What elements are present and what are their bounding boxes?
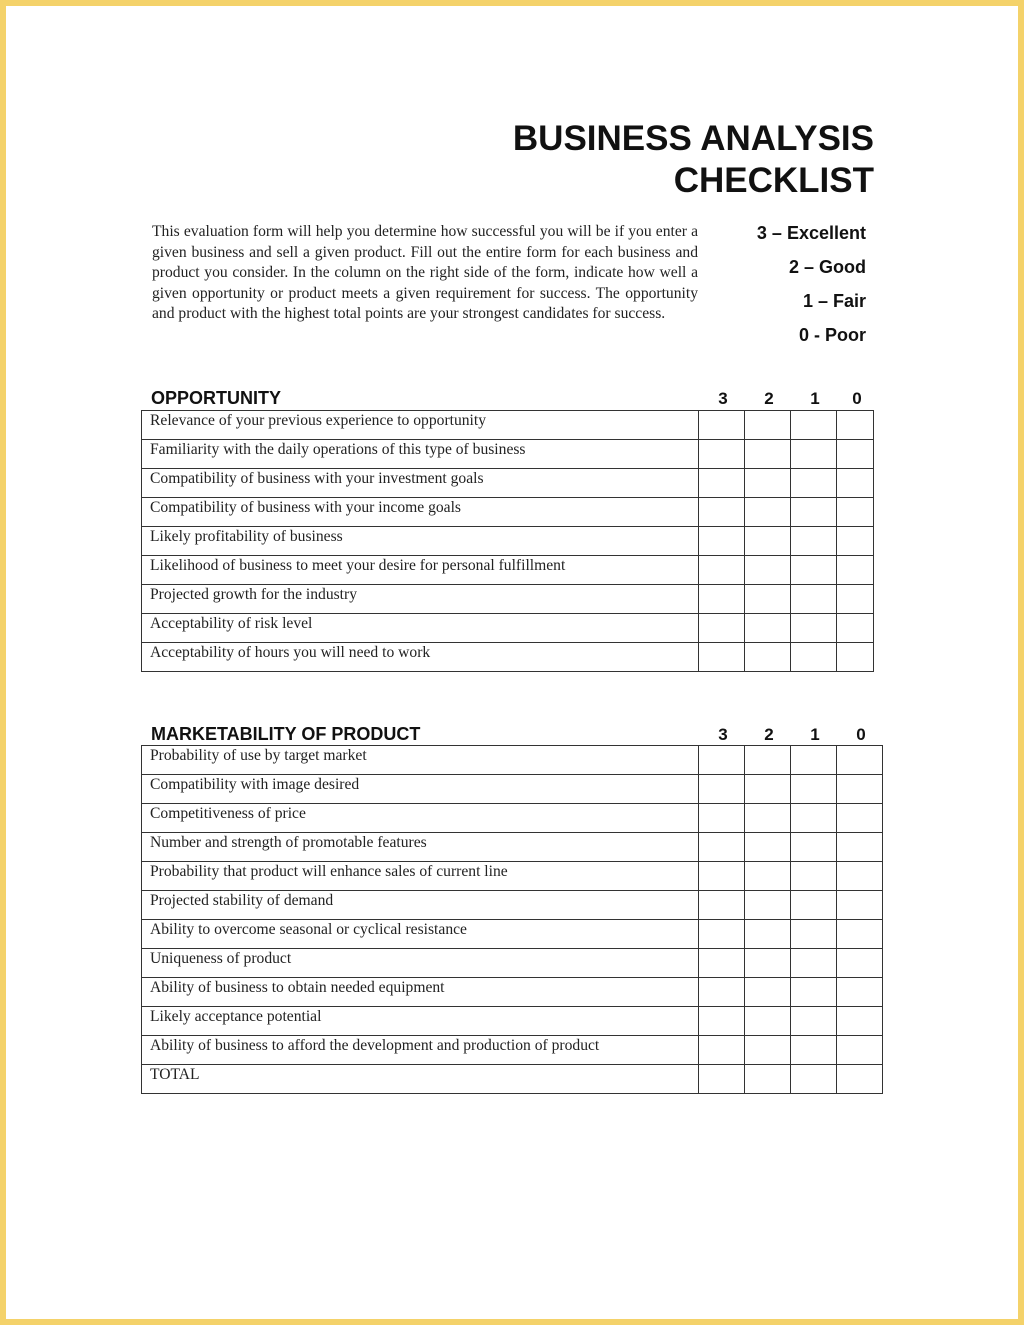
score-box-1[interactable]	[791, 775, 837, 804]
score-box-0[interactable]	[837, 469, 874, 498]
score-box-3[interactable]	[699, 469, 745, 498]
opportunity-criterion-label: Likely profitability of business	[142, 527, 699, 556]
score-box-2[interactable]	[745, 775, 791, 804]
title-line-2: CHECKLIST	[673, 161, 874, 200]
score-box-0[interactable]	[837, 527, 874, 556]
opportunity-row	[142, 440, 874, 469]
marketability-criterion-label: Ability to overcome seasonal or cyclical resistance	[142, 920, 699, 949]
score-box-3[interactable]	[699, 585, 745, 614]
marketability-row	[142, 833, 883, 862]
opportunity-row	[142, 614, 874, 643]
marketability-criterion-label: Number and strength of promotable features	[142, 833, 699, 862]
score-box-3[interactable]	[699, 411, 745, 440]
score-box-0[interactable]	[837, 804, 883, 833]
score-box-0[interactable]	[837, 833, 883, 862]
score-box-2[interactable]	[745, 891, 791, 920]
score-box-3[interactable]	[699, 746, 745, 775]
score-box-0[interactable]	[837, 585, 874, 614]
opportunity-criterion-label: Compatibility of business with your income goals	[142, 498, 699, 527]
score-box-1[interactable]	[791, 833, 837, 862]
score-box-0[interactable]	[837, 891, 883, 920]
score-box-1[interactable]	[791, 411, 837, 440]
score-box-2[interactable]	[745, 804, 791, 833]
score-box-3[interactable]	[699, 556, 745, 585]
marketability-heading: MARKETABILITY OF PRODUCT	[151, 724, 421, 744]
legend-good: 2 – Good	[788, 257, 866, 277]
legend-poor: 0 - Poor	[798, 325, 866, 345]
score-box-0[interactable]	[837, 862, 883, 891]
score-box-3[interactable]	[699, 920, 745, 949]
marketability-criterion-label: Probability that product will enhance sales of current line	[142, 862, 699, 891]
score-box-0[interactable]	[837, 614, 874, 643]
score-box-0[interactable]	[837, 949, 883, 978]
score-box-0[interactable]	[837, 920, 883, 949]
marketability-row	[142, 804, 883, 833]
title-line-1: BUSINESS ANALYSIS	[512, 119, 874, 158]
opportunity-criterion-label: Acceptability of hours you will need to work	[142, 643, 699, 672]
score-box-1[interactable]	[791, 1036, 837, 1065]
marketability-row	[142, 978, 883, 1007]
score-box-1[interactable]	[791, 440, 837, 469]
marketability-criterion-label: Projected stability of demand	[142, 891, 699, 920]
score-box-1[interactable]	[791, 469, 837, 498]
score-box-1[interactable]	[791, 746, 837, 775]
marketability-criterion-label: TOTAL	[142, 1065, 699, 1094]
score-box-2[interactable]	[745, 469, 791, 498]
score-box-3[interactable]	[699, 804, 745, 833]
score-box-1[interactable]	[791, 978, 837, 1007]
score-box-0[interactable]	[837, 556, 874, 585]
score-box-0[interactable]	[837, 775, 883, 804]
score-box-0[interactable]	[837, 498, 874, 527]
marketability-row	[142, 862, 883, 891]
score-box-0[interactable]	[837, 1065, 883, 1094]
score-box-0[interactable]	[837, 440, 874, 469]
opportunity-heading: OPPORTUNITY	[151, 388, 282, 408]
score-box-3[interactable]	[699, 614, 745, 643]
opportunity-row	[142, 585, 874, 614]
intro-paragraph: This evaluation form will help you determine how successful you will be if you enter a given business and sell a given product. Fill out the entire form for each business and product you consider. In the column on the right side of the form, indicate how well a given opportunity or product meets a given requirement for success. The opportunity and product with the highest total points are your strongest candidates for success.	[152, 223, 698, 323]
score-box-2[interactable]	[745, 920, 791, 949]
marketability-col-1: 1	[810, 725, 820, 744]
score-box-2[interactable]	[745, 978, 791, 1007]
marketability-row	[142, 891, 883, 920]
document-title	[400, 118, 874, 202]
score-box-3[interactable]	[699, 643, 745, 672]
score-box-1[interactable]	[791, 498, 837, 527]
score-legend	[700, 221, 866, 357]
opportunity-row	[142, 411, 874, 440]
marketability-criterion-label: Likely acceptance potential	[142, 1007, 699, 1036]
opportunity-col-1: 1	[810, 389, 820, 408]
score-box-2[interactable]	[745, 949, 791, 978]
score-box-1[interactable]	[791, 556, 837, 585]
marketability-row	[142, 949, 883, 978]
score-box-1[interactable]	[791, 804, 837, 833]
opportunity-col-3: 3	[718, 389, 728, 408]
score-box-2[interactable]	[745, 556, 791, 585]
score-box-2[interactable]	[745, 746, 791, 775]
opportunity-criterion-label: Compatibility of business with your investment goals	[142, 469, 699, 498]
marketability-row	[142, 920, 883, 949]
score-box-2[interactable]	[745, 1065, 791, 1094]
score-box-2[interactable]	[745, 614, 791, 643]
score-box-2[interactable]	[745, 833, 791, 862]
score-box-1[interactable]	[791, 949, 837, 978]
marketability-col-2: 2	[764, 725, 774, 744]
marketability-table	[141, 745, 883, 1094]
marketability-criterion-label: Probability of use by target market	[142, 746, 699, 775]
score-box-3[interactable]	[699, 498, 745, 527]
score-box-0[interactable]	[837, 411, 874, 440]
marketability-criterion-label: Compatibility with image desired	[142, 775, 699, 804]
opportunity-row	[142, 556, 874, 585]
opportunity-criterion-label: Likelihood of business to meet your desire for personal fulfillment	[142, 556, 699, 585]
marketability-row	[142, 746, 883, 775]
opportunity-col-2: 2	[764, 389, 774, 408]
opportunity-row	[142, 643, 874, 672]
marketability-col-3: 3	[718, 725, 728, 744]
score-box-2[interactable]	[745, 440, 791, 469]
score-box-1[interactable]	[791, 1007, 837, 1036]
marketability-row	[142, 775, 883, 804]
score-box-2[interactable]	[745, 1007, 791, 1036]
opportunity-row	[142, 498, 874, 527]
score-box-1[interactable]	[791, 920, 837, 949]
opportunity-criterion-label: Familiarity with the daily operations of this type of business	[142, 440, 699, 469]
score-box-3[interactable]	[699, 1065, 745, 1094]
score-box-1[interactable]	[791, 643, 837, 672]
score-box-3[interactable]	[699, 527, 745, 556]
score-box-0[interactable]	[837, 643, 874, 672]
score-box-3[interactable]	[699, 949, 745, 978]
score-box-3[interactable]	[699, 775, 745, 804]
marketability-row	[142, 1065, 883, 1094]
score-box-0[interactable]	[837, 1007, 883, 1036]
score-box-0[interactable]	[837, 1036, 883, 1065]
opportunity-criterion-label: Relevance of your previous experience to opportunity	[142, 411, 699, 440]
opportunity-row	[142, 469, 874, 498]
opportunity-row	[142, 527, 874, 556]
score-box-2[interactable]	[745, 527, 791, 556]
opportunity-criterion-label: Projected growth for the industry	[142, 585, 699, 614]
marketability-criterion-label: Ability of business to afford the development and production of product	[142, 1036, 699, 1065]
score-box-1[interactable]	[791, 614, 837, 643]
opportunity-col-0: 0	[852, 389, 862, 408]
score-box-3[interactable]	[699, 862, 745, 891]
score-box-2[interactable]	[745, 498, 791, 527]
score-box-3[interactable]	[699, 440, 745, 469]
marketability-col-0: 0	[856, 725, 866, 744]
score-box-3[interactable]	[699, 833, 745, 862]
marketability-criterion-label: Competitiveness of price	[142, 804, 699, 833]
score-box-2[interactable]	[745, 862, 791, 891]
score-box-2[interactable]	[745, 585, 791, 614]
score-box-2[interactable]	[745, 1036, 791, 1065]
score-box-2[interactable]	[745, 643, 791, 672]
score-box-3[interactable]	[699, 978, 745, 1007]
legend-fair: 1 – Fair	[802, 291, 866, 311]
score-box-1[interactable]	[791, 1065, 837, 1094]
marketability-row	[142, 1036, 883, 1065]
score-box-1[interactable]	[791, 585, 837, 614]
score-box-0[interactable]	[837, 746, 883, 775]
score-box-2[interactable]	[745, 411, 791, 440]
legend-excellent: 3 – Excellent	[756, 223, 866, 243]
score-box-1[interactable]	[791, 891, 837, 920]
score-box-1[interactable]	[791, 862, 837, 891]
opportunity-table	[141, 410, 874, 672]
score-box-3[interactable]	[699, 891, 745, 920]
score-box-3[interactable]	[699, 1036, 745, 1065]
score-box-1[interactable]	[791, 527, 837, 556]
score-box-0[interactable]	[837, 978, 883, 1007]
marketability-row	[142, 1007, 883, 1036]
score-box-3[interactable]	[699, 1007, 745, 1036]
opportunity-criterion-label: Acceptability of risk level	[142, 614, 699, 643]
marketability-criterion-label: Uniqueness of product	[142, 949, 699, 978]
marketability-criterion-label: Ability of business to obtain needed equipment	[142, 978, 699, 1007]
